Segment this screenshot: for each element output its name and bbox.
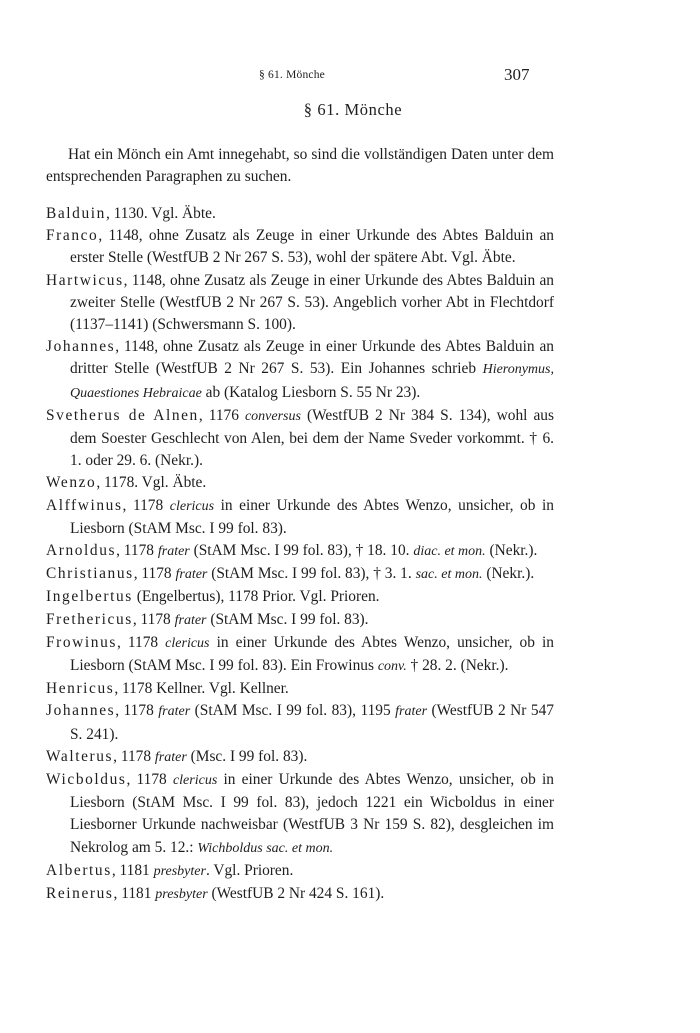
latin-term: clericus [172,773,218,789]
monk-name: Alffwinus [46,496,123,514]
detail-text: (Nekr.). [485,542,538,560]
latin-term: Wichboldus sac. et mon. [197,840,334,856]
detail-text: , 1148, ohne Zusatz als Zeuge in einer Urkunde des Abtes Balduin an erster Stelle (WestfUB 2 Nr 267 S. 53), wohl der spätere Abt. Vgl. Äbte. [70,227,554,267]
monk-entry [46,769,554,860]
detail-text: (WestfUB 2 Nr 424 S. 161). [207,885,385,903]
monk-entry [46,746,554,769]
detail-text: , 1178 Kellner. Vgl. Kellner. [114,680,289,698]
detail-text: in einer Urkunde des Abtes Wenzo, unsicher, ob in Liesborn (StAM Msc. I 99 fol. 83), jedoch 1221 ein Wicboldus in einer Liesborner Urkunde nachweisbar (WestfUB 3 Nr 159 S. 82), desgleichen im Nekrolog am 5. 12.: [70,771,554,856]
monk-entry [46,700,554,745]
detail-text: , 1178 [113,747,155,765]
detail-text: (StAM Msc. I 99 fol. 83), 1195 [190,702,396,720]
monk-details [133,611,369,628]
monk-details [70,227,554,266]
monk-entry [46,586,554,608]
intro-paragraph: Hat ein Mönch ein Amt innegehabt, so sind die vollständigen Daten unter dem entsprechenden Paragraphen zu suchen. [46,146,554,185]
detail-text: ab (Katalog Liesborn S. 55 Nr 23). [201,383,421,401]
detail-text: , 1178 [132,610,175,628]
monk-entry [46,472,554,494]
monk-name: Henricus [46,680,115,698]
monk-entry [46,860,554,883]
monk-list [46,203,554,906]
monk-name: Franco [46,227,99,245]
latin-term: clericus [169,498,215,514]
detail-text: (Engelbertus), 1178 Prior. Vgl. Prioren. [132,588,380,606]
latin-term: conv. [377,659,407,675]
section-title [0,100,700,120]
monk-entry [46,270,554,337]
monk-name: Albertus [46,861,112,879]
monk-name: Frowinus [46,633,117,651]
detail-text: (Msc. I 99 fol. 83). [186,747,308,765]
latin-term: Hieronymus, Quaestiones Hebraicae [70,362,554,401]
detail-text: , 1178. Vgl. Äbte. [96,474,207,492]
monk-name: Reinerus [46,885,114,903]
monk-entry [46,540,554,563]
monk-name: Walterus [46,747,114,765]
detail-text: (StAM Msc. I 99 fol. 83), † 18. 10. [189,542,414,560]
monk-name: Arnoldus [46,542,117,560]
latin-term: frater [175,567,208,583]
monk-details [133,588,380,605]
monk-entry [46,883,554,906]
monk-name: Wenzo [46,474,97,492]
latin-term: frater [158,704,191,720]
monk-details [134,565,534,582]
monk-entry [46,678,554,700]
monk-entry [46,203,554,225]
monk-details [96,474,206,491]
monk-name: Balduin [46,205,106,222]
detail-text: , 1130. Vgl. Äbte. [105,205,216,222]
monk-name: Hartwicus [46,271,124,289]
detail-text: , 1181 [111,861,154,879]
monk-details [70,497,554,537]
detail-text: (StAM Msc. I 99 fol. 83), † 3. 1. [207,565,416,583]
monk-details [70,338,554,400]
monk-details [70,634,554,674]
detail-text: (WestfUB 2 Nr 547 S. 241). [70,702,554,743]
monk-details [116,542,537,559]
page-number: 307 [504,65,530,84]
detail-text: † 28. 2. (Nekr.). [406,657,509,675]
detail-text: , 1178 [115,702,159,720]
monk-name: Fretheriсus [46,610,133,628]
latin-term: frater [174,612,207,628]
monk-entry [46,609,554,632]
monk-details [70,771,554,856]
running-head [0,65,700,87]
detail-text: , 1178 [122,496,170,514]
detail-text: , 1178 [116,633,166,651]
detail-text: in einer Urkunde des Abtes Wenzo, unsicher, ob in Liesborn (StAM Msc. I 99 fol. 83). Ein Frowinus [70,633,554,675]
latin-term: frater [395,704,428,720]
monk-name: Ingelbertus [46,588,133,606]
monk-details [112,862,293,879]
detail-text: (WestfUB 2 Nr 384 S. 134), wohl aus dem Soester Geschlecht von Alen, bei dem der Name Sveder vorkommt. † 6. 1. oder 29. 6. (Nekr.). [70,406,554,470]
monk-entry [46,225,554,269]
monk-entry [46,495,554,540]
monk-entry [46,405,554,473]
detail-text: , 1148, ohne Zusatz als Zeuge in einer Urkunde des Abtes Balduin an zweiter Stelle (WestfUB 2 Nr 267 S. 53). Angeblich vorher Abt in Flechtdorf (1137–1141) (Schwersmann S. 100). [70,271,554,334]
detail-text: . Vgl. Prioren. [205,861,294,879]
monk-details [113,748,307,765]
latin-term: sac. et mon. [415,567,483,583]
detail-text: , 1178 [126,771,173,789]
latin-term: diac. et mon. [413,544,486,560]
detail-text: , 1176 [198,406,245,424]
monk-entry [46,563,554,586]
detail-text: , 1178 [116,542,158,560]
monk-details [114,885,385,902]
latin-term: conversus [244,408,301,424]
monk-details [70,272,554,333]
monk-entry [46,336,554,405]
latin-term: presbyter [153,863,206,879]
monk-entry [46,632,554,678]
monk-name: Johannes [46,338,116,356]
detail-text: , 1148, ohne Zusatz als Zeuge in einer Urkunde des Abtes Balduin an dritter Stelle (WestfUB 2 Nr 267 S. 53). Ein Johannes schrieb [70,338,554,378]
monk-name: Svetherus de Alnen [46,406,199,424]
detail-text: , 1178 [133,565,176,583]
detail-text: (Nekr.). [482,565,535,583]
latin-term: frater [157,544,190,560]
monk-details [106,205,216,222]
monk-name: Christianus [46,565,134,583]
monk-name: Johannes [46,702,116,720]
monk-name: Wicboldus [46,771,127,789]
running-head-title: § 61. Mönche [259,69,325,81]
latin-term: presbyter [155,887,208,903]
monk-details [114,680,288,697]
monk-details [70,702,554,742]
detail-text: in einer Urkunde des Abtes Wenzo, unsicher, ob in Liesborn (StAM Msc. I 99 fol. 83). [70,496,554,537]
detail-text: , 1181 [113,885,156,903]
detail-text: (StAM Msc. I 99 fol. 83). [206,610,369,628]
section-title-text: § 61. Mönche [303,100,403,119]
latin-term: clericus [165,635,210,651]
latin-term: frater [154,749,187,765]
